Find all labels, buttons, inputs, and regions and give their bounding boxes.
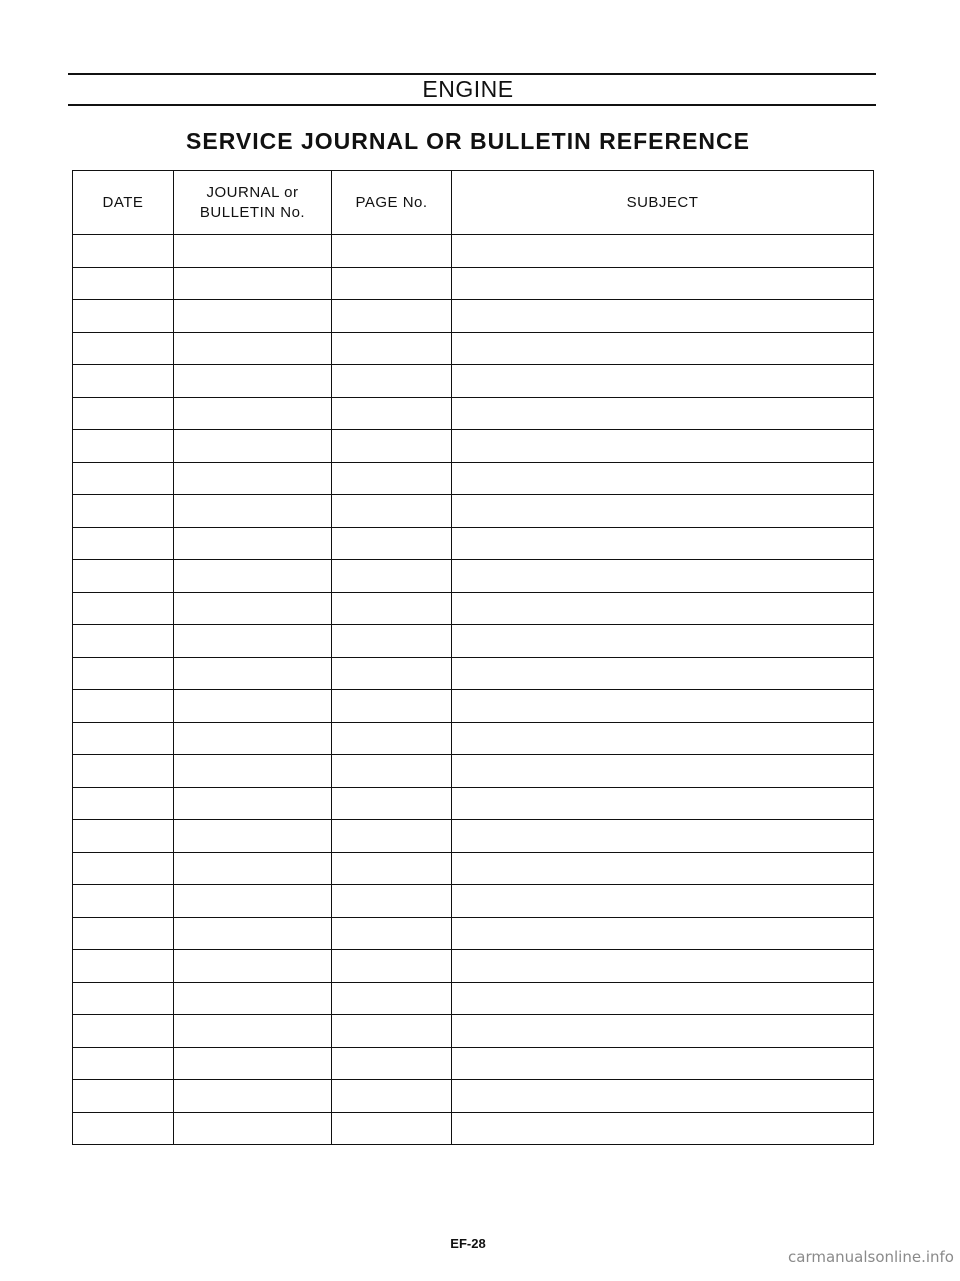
- table-cell: [174, 235, 332, 268]
- page-number: EF-28: [450, 1236, 486, 1251]
- table-cell: [73, 462, 174, 495]
- table-cell: [452, 592, 874, 625]
- table-cell: [332, 820, 452, 853]
- table-cell: [332, 527, 452, 560]
- table-cell: [332, 917, 452, 950]
- table-cell: [73, 690, 174, 723]
- table-cell: [73, 755, 174, 788]
- table-cell: [174, 462, 332, 495]
- table-cell: [174, 397, 332, 430]
- table-cell: [73, 1047, 174, 1080]
- table-row: [73, 495, 874, 528]
- table-cell: [332, 592, 452, 625]
- table-row: [73, 527, 874, 560]
- table-cell: [73, 592, 174, 625]
- table-cell: [174, 852, 332, 885]
- page-title: SERVICE JOURNAL OR BULLETIN REFERENCE: [186, 128, 750, 154]
- table-cell: [452, 1112, 874, 1145]
- table-row: [73, 625, 874, 658]
- table-cell: [332, 885, 452, 918]
- table-row: [73, 1015, 874, 1048]
- table-row: [73, 1112, 874, 1145]
- column-header-page: PAGE No.: [332, 171, 452, 235]
- table-row: [73, 690, 874, 723]
- table-row: [73, 755, 874, 788]
- table-row: [73, 1080, 874, 1113]
- table-cell: [73, 820, 174, 853]
- table-cell: [452, 1080, 874, 1113]
- table-cell: [73, 235, 174, 268]
- table-cell: [73, 625, 174, 658]
- table-row: [73, 885, 874, 918]
- table-row: [73, 820, 874, 853]
- table-cell: [332, 690, 452, 723]
- table-cell: [73, 430, 174, 463]
- table-cell: [452, 430, 874, 463]
- table-body: [73, 235, 874, 1145]
- table-row: [73, 430, 874, 463]
- table-row: [73, 462, 874, 495]
- table-cell: [73, 885, 174, 918]
- table-row: [73, 397, 874, 430]
- table-cell: [452, 527, 874, 560]
- table-cell: [452, 787, 874, 820]
- table-cell: [174, 1015, 332, 1048]
- table-cell: [332, 495, 452, 528]
- table-row: [73, 722, 874, 755]
- table-cell: [452, 560, 874, 593]
- table-cell: [332, 1112, 452, 1145]
- table-cell: [332, 235, 452, 268]
- table-cell: [73, 787, 174, 820]
- table-row: [73, 1047, 874, 1080]
- table-row: [73, 950, 874, 983]
- table-cell: [452, 690, 874, 723]
- table-row: [73, 787, 874, 820]
- table-cell: [332, 950, 452, 983]
- table-cell: [452, 1047, 874, 1080]
- table-cell: [73, 495, 174, 528]
- table-row: [73, 560, 874, 593]
- table-cell: [174, 1112, 332, 1145]
- table-cell: [332, 462, 452, 495]
- table-cell: [73, 1112, 174, 1145]
- column-header-date: DATE: [73, 171, 174, 235]
- table-cell: [332, 1015, 452, 1048]
- table-row: [73, 657, 874, 690]
- table-cell: [452, 332, 874, 365]
- table-cell: [452, 657, 874, 690]
- table-cell: [332, 755, 452, 788]
- table-cell: [174, 1047, 332, 1080]
- table-cell: [73, 332, 174, 365]
- table-cell: [332, 625, 452, 658]
- table-cell: [174, 430, 332, 463]
- table-cell: [332, 430, 452, 463]
- table-cell: [332, 300, 452, 333]
- table-cell: [452, 722, 874, 755]
- table-cell: [452, 495, 874, 528]
- table-row: [73, 300, 874, 333]
- column-header-subject: SUBJECT: [452, 171, 874, 235]
- table-cell: [73, 300, 174, 333]
- table-cell: [452, 885, 874, 918]
- table-cell: [452, 950, 874, 983]
- watermark: carmanualsonline.info: [788, 1248, 954, 1266]
- table-cell: [174, 527, 332, 560]
- table-cell: [174, 495, 332, 528]
- table-cell: [174, 885, 332, 918]
- table-cell: [174, 982, 332, 1015]
- table-row: [73, 592, 874, 625]
- table-header-row: [73, 171, 874, 235]
- table-cell: [452, 397, 874, 430]
- table-cell: [174, 657, 332, 690]
- table-cell: [174, 332, 332, 365]
- table-cell: [452, 917, 874, 950]
- table-cell: [73, 722, 174, 755]
- table-cell: [332, 852, 452, 885]
- table-cell: [332, 1047, 452, 1080]
- table-cell: [174, 755, 332, 788]
- table-cell: [73, 397, 174, 430]
- table-cell: [73, 657, 174, 690]
- table-cell: [452, 300, 874, 333]
- table-cell: [174, 592, 332, 625]
- table-cell: [174, 690, 332, 723]
- table-cell: [452, 1015, 874, 1048]
- table-row: [73, 332, 874, 365]
- table-cell: [174, 722, 332, 755]
- table-cell: [174, 560, 332, 593]
- header-bottom-rule: [68, 104, 876, 106]
- table-row: [73, 267, 874, 300]
- section-title: ENGINE: [422, 76, 514, 102]
- table-row: [73, 852, 874, 885]
- table-row: [73, 982, 874, 1015]
- table-row: [73, 365, 874, 398]
- table-cell: [73, 1080, 174, 1113]
- table-cell: [452, 755, 874, 788]
- table-cell: [452, 462, 874, 495]
- table-cell: [174, 820, 332, 853]
- table-cell: [73, 527, 174, 560]
- table-cell: [174, 950, 332, 983]
- table-cell: [452, 267, 874, 300]
- table-cell: [174, 1080, 332, 1113]
- table-cell: [73, 852, 174, 885]
- table-cell: [452, 820, 874, 853]
- table-cell: [174, 365, 332, 398]
- column-header-journal: JOURNAL or BULLETIN No.: [174, 171, 332, 235]
- table-cell: [452, 852, 874, 885]
- table-cell: [73, 560, 174, 593]
- table-cell: [332, 332, 452, 365]
- table-cell: [452, 235, 874, 268]
- table-cell: [452, 982, 874, 1015]
- table-cell: [452, 625, 874, 658]
- table-cell: [73, 1015, 174, 1048]
- table-cell: [73, 917, 174, 950]
- table-cell: [332, 397, 452, 430]
- table-cell: [174, 300, 332, 333]
- table-cell: [174, 625, 332, 658]
- table-cell: [73, 365, 174, 398]
- table-cell: [332, 787, 452, 820]
- table-row: [73, 917, 874, 950]
- table-cell: [174, 787, 332, 820]
- table-cell: [174, 917, 332, 950]
- table-cell: [332, 657, 452, 690]
- table-cell: [332, 560, 452, 593]
- table-cell: [332, 722, 452, 755]
- header-top-rule: [68, 73, 876, 75]
- table-cell: [73, 950, 174, 983]
- table-row: [73, 235, 874, 268]
- table-cell: [73, 267, 174, 300]
- table-cell: [332, 365, 452, 398]
- table-cell: [332, 1080, 452, 1113]
- table-cell: [332, 267, 452, 300]
- table-cell: [452, 365, 874, 398]
- table-cell: [174, 267, 332, 300]
- reference-table: [72, 170, 874, 1145]
- table-cell: [73, 982, 174, 1015]
- table-cell: [332, 982, 452, 1015]
